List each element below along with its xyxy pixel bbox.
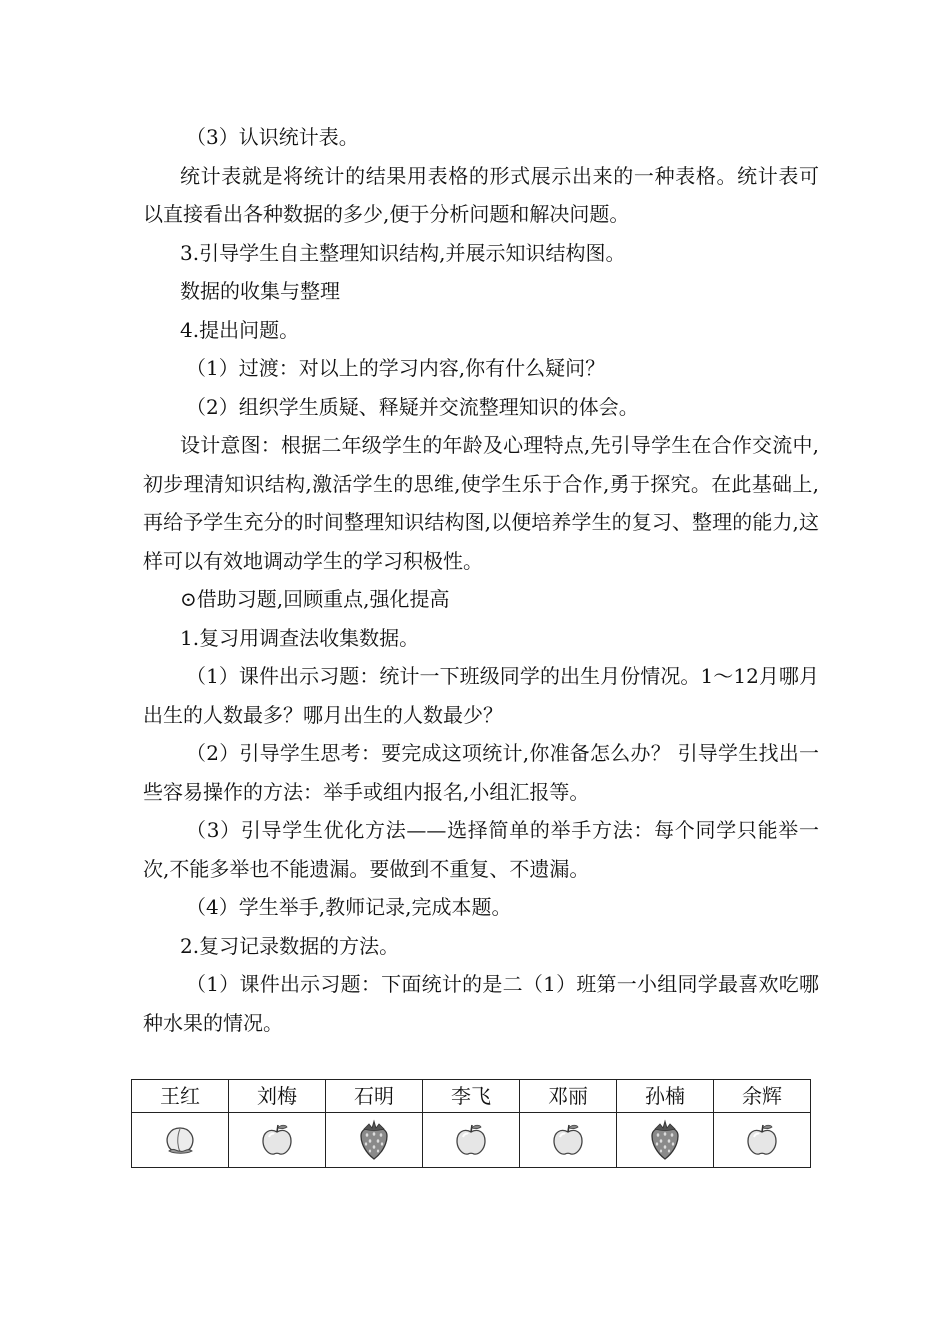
strawberry-icon: [647, 1118, 683, 1162]
paragraph: 统计表就是将统计的结果用表格的形式展示出来的一种表格。统计表可以直接看出各种数据的多少,便于分析问题和解决问题。: [143, 163, 819, 226]
name-cell: 邓丽: [520, 1080, 617, 1113]
name-cell: 孙楠: [617, 1080, 714, 1113]
paragraph: 设计意图：根据二年级学生的年龄及心理特点,先引导学生在合作交流中,初步理清知识结构,激活学生的思维,使学生乐于合作,勇于探究。在此基础上,再给予学生充分的时间整理知识结构图,以便培养学生的复习、整理的能力,这样可以有效地调动学生的学习积极性。: [143, 433, 819, 573]
name-cell: 石明: [326, 1080, 423, 1113]
peach-icon: [162, 1124, 198, 1156]
fruit-cell: [423, 1113, 520, 1168]
paragraph: （1）过渡：对以上的学习内容,你有什么疑问？: [186, 356, 606, 380]
paragraph: 3.引导学生自主整理知识结构,并展示知识结构图。: [180, 240, 626, 265]
fruit-table: [131, 1079, 811, 1168]
table-header-row: [132, 1080, 811, 1113]
fruit-cell: [520, 1113, 617, 1168]
name-cell: 刘梅: [229, 1080, 326, 1113]
paragraph: 4.提出问题。: [180, 317, 300, 342]
text-body: [143, 118, 819, 1042]
fruit-cell: [714, 1113, 811, 1168]
fruit-cell: [326, 1113, 423, 1168]
paragraph: （1）课件出示习题：统计一下班级同学的出生月份情况。1～12月哪月出生的人数最多？哪月出生的人数最少？: [143, 664, 819, 727]
apple-icon: [550, 1122, 586, 1158]
fruit-cell: [229, 1113, 326, 1168]
paragraph: （1）课件出示习题：下面统计的是二（1）班第一小组同学最喜欢吃哪种水果的情况。: [143, 972, 819, 1035]
strawberry-icon: [356, 1118, 392, 1162]
fruit-cell: [132, 1113, 229, 1168]
apple-icon: [744, 1122, 780, 1158]
name-cell: 余辉: [714, 1080, 811, 1113]
paragraph: ⊙借助习题,回顾重点,强化提高: [180, 587, 450, 611]
apple-icon: [453, 1122, 489, 1158]
paragraph: （3）引导学生优化方法——选择简单的举手方法：每个同学只能举一次,不能多举也不能遗漏。要做到不重复、不遗漏。: [143, 818, 819, 881]
paragraph: （4）学生举手,教师记录,完成本题。: [186, 895, 512, 919]
paragraph: 2.复习记录数据的方法。: [180, 933, 400, 958]
paragraph: 数据的收集与整理: [180, 279, 340, 303]
paragraph: 1.复习用调查法收集数据。: [180, 625, 420, 650]
apple-icon: [259, 1122, 295, 1158]
table-row: [132, 1113, 811, 1168]
paragraph: （2）组织学生质疑、释疑并交流整理知识的体会。: [186, 394, 639, 419]
name-cell: 李飞: [423, 1080, 520, 1113]
paragraph: （2）引导学生思考：要完成这项统计,你准备怎么办？ 引导学生找出一些容易操作的方法：举手或组内报名,小组汇报等。: [143, 741, 819, 804]
fruit-cell: [617, 1113, 714, 1168]
paragraph: （3）认识统计表。: [186, 125, 359, 149]
name-cell: 王红: [132, 1080, 229, 1113]
